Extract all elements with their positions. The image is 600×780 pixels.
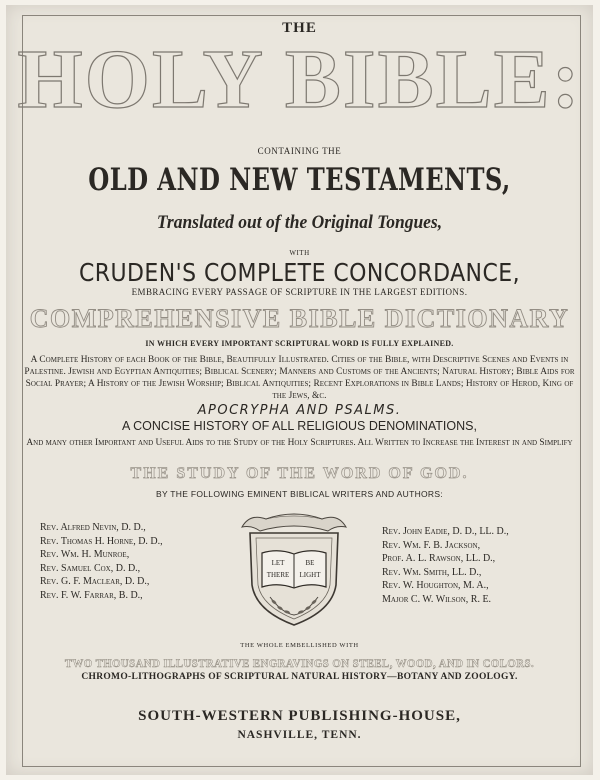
history-paragraph: A Complete History of each Book of the Bible, Beautifully Illustrated. Cities of the Bible, with Descriptive Scenes and Events in Palestine. Jewish and Egyptian Antiquities; Biblical Scenery; Manners and Customs of the Ancients; Natural History; Bible Aids for Social Prayer; A History of the Jewish Worship; Biblical Antiquities; Recent Explorations in Bible Lands; History of Herod, King of the Jews, &c. (24, 355, 575, 401)
author-name: Rev. W. Houghton, M. A., (382, 580, 489, 592)
title-page (6, 5, 593, 775)
crest-word: LIGHT (299, 571, 321, 579)
with-line: WITH (289, 249, 310, 257)
many-other-paragraph: And many other Important and Useful Aids to the Study of the Holy Scriptures. All Written to Increase the Interest in and Simplify (26, 438, 573, 448)
publisher-city: NASHVILLE, TENN. (237, 729, 362, 741)
holy-bible-title: HOLY BIBLE: (17, 33, 582, 126)
crest-word: LET (271, 559, 285, 567)
crest-word: BE (305, 559, 315, 567)
author-name: Rev. G. F. Maclear, D. D., (40, 576, 150, 588)
publisher-name: SOUTH-WESTERN PUBLISHING-HOUSE, (138, 708, 461, 724)
in-which-line: IN WHICH EVERY IMPORTANT SCRIPTURAL WORD IS FULLY EXPLAINED. (145, 339, 454, 348)
testaments-heading: OLD AND NEW TESTAMENTS, (88, 162, 511, 198)
authors-left-column (40, 521, 163, 603)
chromo-line: CHROMO-LITHOGRAPHS OF SCRIPTURAL NATURAL HISTORY—BOTANY AND ZOOLOGY. (81, 672, 518, 682)
containing-line: CONTAINING THE (257, 146, 342, 156)
author-name: Rev. John Eadie, D. D., LL. D., (382, 526, 509, 537)
translated-line: Translated out of the Original Tongues, (156, 212, 443, 233)
author-name: Rev. Wm. F. B. Jackson, (382, 539, 481, 551)
embellished-line: THE WHOLE EMBELLISHED WITH (240, 642, 359, 649)
author-name: Rev. F. W. Farrar, B. D., (40, 589, 143, 601)
author-name: Rev. Alfred Nevin, D. D., (40, 522, 146, 533)
author-name: Rev. Wm. H. Munroe, (40, 549, 130, 561)
embracing-line: EMBRACING EVERY PASSAGE OF SCRIPTURE IN THE LARGEST EDITIONS. (131, 287, 468, 297)
engravings-line: TWO THOUSAND ILLUSTRATIVE ENGRAVINGS ON STEEL, WOOD, AND IN COLORS. (64, 656, 535, 670)
crest-word: THERE (266, 571, 290, 579)
authors-right-column (382, 525, 509, 607)
crest-emblem (236, 505, 352, 635)
author-name: Rev. Thomas H. Horne, D. D., (40, 535, 163, 547)
author-name: Rev. Samuel Cox, D. D., (40, 562, 141, 574)
apocrypha-heading: APOCRYPHA AND PSALMS. (197, 403, 402, 418)
by-following-line: BY THE FOLLOWING EMINENT BIBLICAL WRITERS AND AUTHORS: (156, 489, 443, 499)
author-name: Rev. Wm. Smith, LL. D., (382, 566, 482, 578)
author-name: Major C. W. Wilson, R. E. (382, 593, 492, 605)
the-heading: THE (282, 20, 317, 36)
study-heading: THE STUDY OF THE WORD OF GOD. (130, 465, 469, 482)
author-name: Prof. A. L. Rawson, LL. D., (382, 553, 496, 565)
concordance-heading: CRUDEN'S COMPLETE CONCORDANCE, (78, 258, 521, 287)
concise-history-line: A CONCISE HISTORY OF ALL RELIGIOUS DENOMINATIONS, (122, 419, 477, 433)
dictionary-heading: COMPREHENSIVE BIBLE DICTIONARY (29, 304, 570, 333)
crest-ribbon (242, 514, 346, 531)
